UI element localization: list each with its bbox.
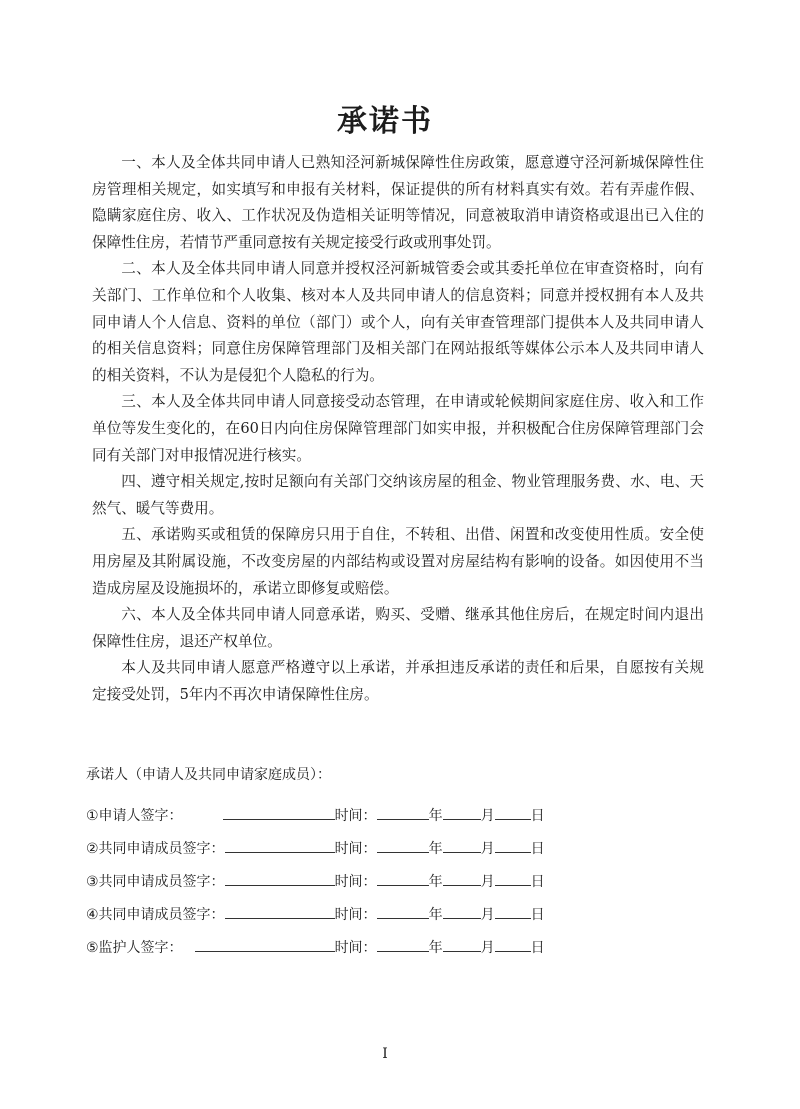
- time-label: 时间：: [334, 808, 377, 824]
- page-number: I: [382, 1046, 388, 1062]
- time-label: 时间：: [334, 940, 377, 956]
- signature-field[interactable]: [195, 933, 335, 952]
- month-label: 月: [480, 841, 495, 857]
- year-label: 年: [428, 940, 443, 956]
- day-field[interactable]: [495, 900, 531, 919]
- day-field[interactable]: [495, 801, 531, 820]
- year-label: 年: [428, 907, 443, 923]
- signature-row-member-2: [86, 833, 706, 866]
- signature-label: ④共同申请成员签字：: [86, 907, 225, 923]
- day-label: 日: [530, 841, 545, 857]
- year-label: 年: [428, 808, 443, 824]
- signature-label: ③共同申请成员签字：: [86, 874, 225, 890]
- year-field[interactable]: [377, 834, 429, 853]
- month-field[interactable]: [443, 933, 481, 952]
- commitment-body: [92, 150, 704, 708]
- month-field[interactable]: [443, 834, 481, 853]
- signature-label: ⑤监护人签字：: [86, 940, 183, 956]
- signature-field[interactable]: [225, 834, 335, 853]
- time-label: 时间：: [334, 907, 377, 923]
- paragraph-4: 四、遵守相关规定,按时足额向有关部门交纳该房屋的租金、物业管理服务费、水、电、天然气、暖气等费用。: [92, 473, 704, 517]
- signature-row-member-4: [86, 899, 706, 932]
- time-label: 时间：: [334, 874, 377, 890]
- month-field[interactable]: [443, 900, 481, 919]
- month-field[interactable]: [443, 867, 481, 886]
- paragraph-1: 一、本人及全体共同申请人已熟知泾河新城保障性住房政策，愿意遵守泾河新城保障性住房管理相关规定，如实填写和申报有关材料，保证提供的所有材料真实有效。若有弄虚作假、隐瞒家庭住房、收入、工作状况及伪造相关证明等情况，同意被取消申请资格或退出已入住的保障性住房，若情节严重同意按有关规定接受行政或刑事处罚。: [92, 154, 704, 251]
- year-label: 年: [428, 874, 443, 890]
- signature-row-guardian: [86, 932, 706, 965]
- day-field[interactable]: [495, 933, 531, 952]
- time-label: 时间：: [334, 841, 377, 857]
- signature-field[interactable]: [225, 900, 335, 919]
- year-label: 年: [428, 841, 443, 857]
- day-label: 日: [530, 907, 545, 923]
- signature-block: [86, 760, 706, 965]
- year-field[interactable]: [377, 900, 429, 919]
- year-field[interactable]: [377, 801, 429, 820]
- month-label: 月: [480, 808, 495, 824]
- signature-intro: 承诺人（申请人及共同申请家庭成员）：: [86, 767, 331, 783]
- day-label: 日: [530, 808, 545, 824]
- paragraph-closing: 本人及共同申请人愿意严格遵守以上承诺，并承担违反承诺的责任和后果，自愿按有关规定接受处罚，5年内不再次申请保障性住房。: [92, 659, 704, 703]
- paragraph-5: 五、承诺购买或租赁的保障房只用于自住，不转租、出借、闲置和改变使用性质。安全使用房屋及其附属设施，不改变房屋的内部结构或设置对房屋结构有影响的设备。如因使用不当造成房屋及设施损坏的，承诺立即修复或赔偿。: [92, 526, 704, 597]
- month-label: 月: [480, 907, 495, 923]
- signature-field[interactable]: [225, 867, 335, 886]
- signature-label: ②共同申请成员签字：: [86, 841, 225, 857]
- day-field[interactable]: [495, 834, 531, 853]
- month-label: 月: [480, 874, 495, 890]
- year-field[interactable]: [377, 933, 429, 952]
- signature-label: ①申请人签字：: [86, 808, 183, 824]
- page-title: 承诺书: [337, 104, 433, 139]
- paragraph-6: 六、本人及全体共同申请人同意承诺，购买、受赠、继承其他住房后，在规定时间内退出保障性住房，退还产权单位。: [92, 606, 704, 650]
- month-field[interactable]: [443, 801, 481, 820]
- paragraph-3: 三、本人及全体共同申请人同意接受动态管理，在申请或轮候期间家庭住房、收入和工作单位等发生变化的，在60日内向住房保障管理部门如实申报，并积极配合住房保障管理部门会同有关部门对申报情况进行核实。: [92, 393, 704, 464]
- signature-row-member-3: [86, 866, 706, 899]
- day-label: 日: [530, 940, 545, 956]
- month-label: 月: [480, 940, 495, 956]
- signature-row-applicant: [86, 800, 706, 833]
- paragraph-2: 二、本人及全体共同申请人同意并授权泾河新城管委会或其委托单位在审查资格时，向有关部门、工作单位和个人收集、核对本人及共同申请人的信息资料；同意并授权拥有本人及共同申请人个人信息、资料的单位（部门）或个人，向有关审查管理部门提供本人及共同申请人的相关信息资料；同意住房保障管理部门及相关部门在网站报纸等媒体公示本人及共同申请人的相关资料，不认为是侵犯个人隐私的行为。: [92, 260, 704, 384]
- signature-field[interactable]: [223, 801, 335, 820]
- day-field[interactable]: [495, 867, 531, 886]
- day-label: 日: [530, 874, 545, 890]
- year-field[interactable]: [377, 867, 429, 886]
